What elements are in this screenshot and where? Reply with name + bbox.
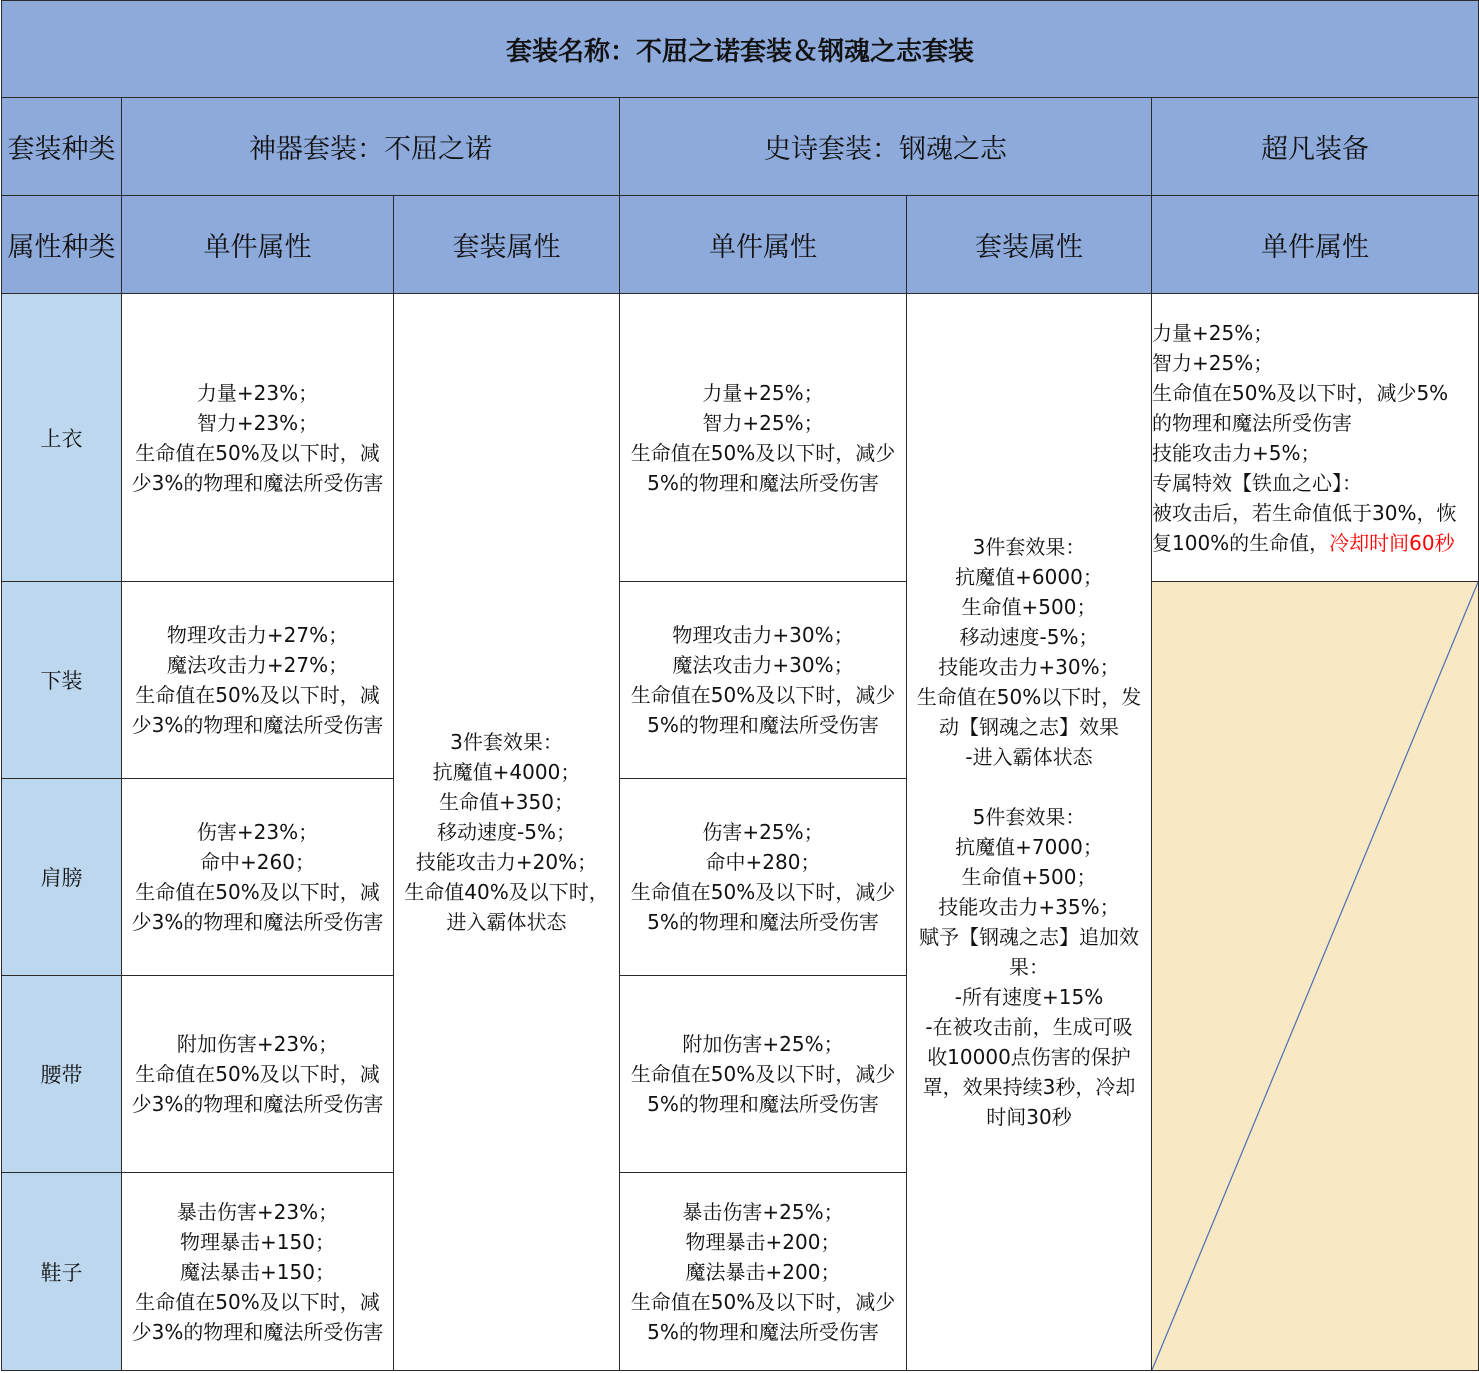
set-attribute-table — [1, 0, 1479, 1371]
slot-bottom: 下装 — [2, 582, 122, 779]
slot-top: 上衣 — [2, 294, 122, 582]
attr-type-label: 属性种类 — [2, 196, 122, 294]
artifact-set-effect: 3件套效果： 抗魔值+4000； 生命值+350； 移动速度-5%； 技能攻击力+20%； 生命值40%及以下时， 进入霸体状态 — [394, 294, 620, 1371]
artifact-single-attr-header: 单件属性 — [122, 196, 394, 294]
transcendent-single-top: 力量+25%； 智力+25%； 生命值在50%及以下时，减少5% 的物理和魔法所受伤害 技能攻击力+5%； 专属特效【铁血之心】： 被攻击后，若生命值低于30%，恢 复100%的生命值，冷却时间60秒 — [1152, 294, 1479, 582]
set-title: 套装名称：不屈之诺套装＆钢魂之志套装 — [2, 1, 1479, 98]
epic-single-bottom: 物理攻击力+30%； 魔法攻击力+30%； 生命值在50%及以下时，减少 5%的物理和魔法所受伤害 — [620, 582, 907, 779]
empty-diagonal-cell — [1152, 582, 1479, 1371]
transcendent-single-attr-header: 单件属性 — [1152, 196, 1479, 294]
artifact-single-bottom: 物理攻击力+27%； 魔法攻击力+27%； 生命值在50%及以下时，减 少3%的物理和魔法所受伤害 — [122, 582, 394, 779]
epic-single-top: 力量+25%； 智力+25%； 生命值在50%及以下时，减少 5%的物理和魔法所受伤害 — [620, 294, 907, 582]
set-type-label: 套装种类 — [2, 98, 122, 196]
artifact-single-shoulder: 伤害+23%； 命中+260； 生命值在50%及以下时，减 少3%的物理和魔法所受伤害 — [122, 779, 394, 976]
artifact-single-belt: 附加伤害+23%； 生命值在50%及以下时，减 少3%的物理和魔法所受伤害 — [122, 976, 394, 1173]
epic-single-attr-header: 单件属性 — [620, 196, 907, 294]
artifact-single-top: 力量+23%； 智力+23%； 生命值在50%及以下时，减 少3%的物理和魔法所受伤害 — [122, 294, 394, 582]
epic-single-belt: 附加伤害+25%； 生命值在50%及以下时，减少 5%的物理和魔法所受伤害 — [620, 976, 907, 1173]
epic-single-shoes: 暴击伤害+25%； 物理暴击+200； 魔法暴击+200； 生命值在50%及以下时，减少 5%的物理和魔法所受伤害 — [620, 1173, 907, 1371]
epic-set-effect: 3件套效果： 抗魔值+6000； 生命值+500； 移动速度-5%； 技能攻击力+30%； 生命值在50%以下时，发 动【钢魂之志】效果 -进入霸体状态 5件套效果： 抗魔值+7000； 生命值+500； 技能攻击力+35%； 赋予【钢魂之志】追加效 果： -所有速度+15% -在被攻击前，生成可吸 收10000点伤害的保护 罩，效果持续3秒，冷却 时间30秒 — [907, 294, 1152, 1371]
artifact-set-attr-header: 套装属性 — [394, 196, 620, 294]
slot-shoes: 鞋子 — [2, 1173, 122, 1371]
epic-set-attr-header: 套装属性 — [907, 196, 1152, 294]
artifact-set-header: 神器套装：不屈之诺 — [122, 98, 620, 196]
slot-shoulder: 肩膀 — [2, 779, 122, 976]
transcendent-header: 超凡装备 — [1152, 98, 1479, 196]
slot-belt: 腰带 — [2, 976, 122, 1173]
artifact-single-shoes: 暴击伤害+23%； 物理暴击+150； 魔法暴击+150； 生命值在50%及以下时，减 少3%的物理和魔法所受伤害 — [122, 1173, 394, 1371]
cooldown-highlight: 冷却时间60秒 — [1329, 531, 1455, 555]
epic-set-header: 史诗套装：钢魂之志 — [620, 98, 1152, 196]
diagonal-line — [1152, 582, 1478, 1370]
epic-single-shoulder: 伤害+25%； 命中+280； 生命值在50%及以下时，减少 5%的物理和魔法所受伤害 — [620, 779, 907, 976]
